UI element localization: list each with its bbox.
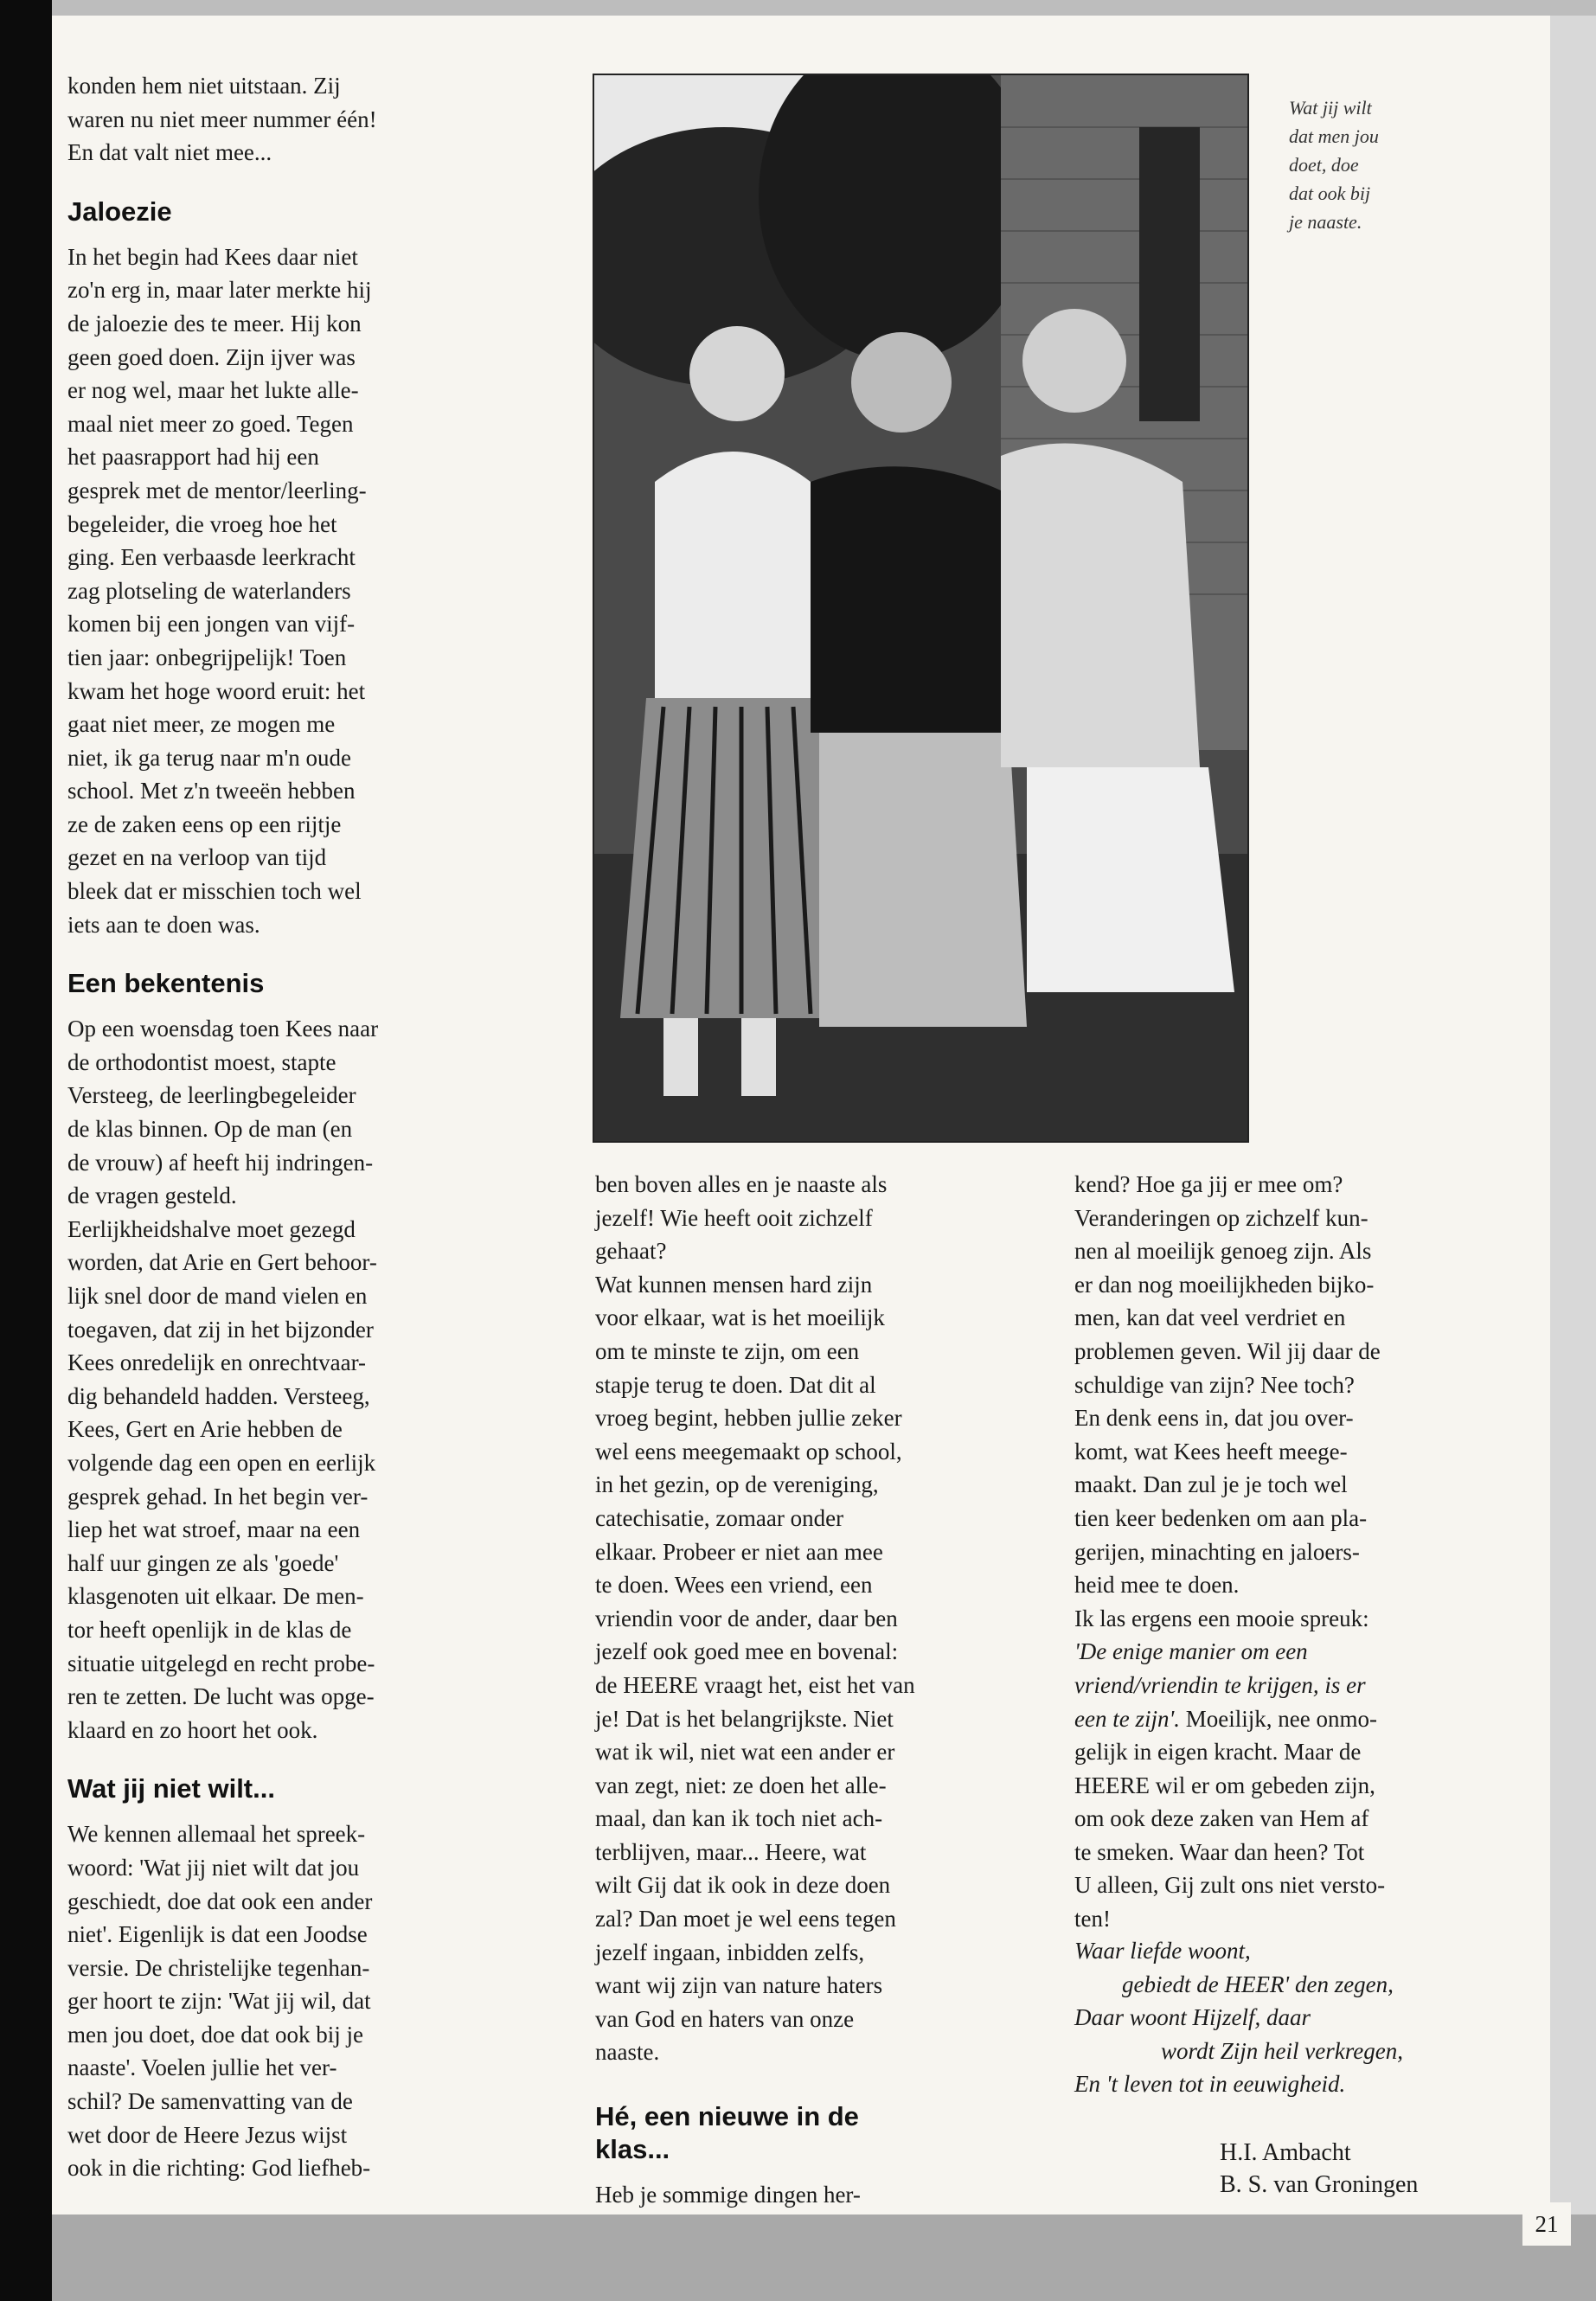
author-2: B. S. van Groningen (1220, 2171, 1419, 2198)
page-number: 21 (1522, 2202, 1571, 2246)
paragraph-jaloezie: In het begin had Kees daar niet zo'n erg in, maar later merkte hij de jaloezie des te meer. Hij kon geen goed doen. Zijn ijver was er nog wel, maar het lukte alle- maal niet meer zo goed. Tegen het paasrapport had hij een gesprek met de mentor/leerling- begeleider, die vroeg hoe het ging. Een verbaasde leerkracht zag plotseling de waterlanders komen bij een jongen van vijf- tien jaar: onbegrijpelijk! Toen kwam het hoge woord eruit: het gaat niet meer, ze mogen me niet, ik ga terug naar m'n oude school. Met z'n tweeën hebben ze de zaken eens op een rijtje gezet en na verloop van tijd bleek dat er misschien toch wel iets aan te doen was. (67, 243, 372, 938)
photo-three-girls (593, 74, 1249, 1143)
poem-line-5: En 't leven tot in eeuwigheid. (1074, 2071, 1346, 2097)
poem-line-3: Daar woont Hijzelf, daar (1074, 2004, 1311, 2030)
poem-line-1: Waar liefde woont, (1074, 1938, 1251, 1964)
photo-caption: Wat jij wilt dat men jou doet, doe dat ook bij je naaste. (1289, 97, 1379, 233)
heading-bekentenis: Een bekentenis (67, 968, 265, 999)
scan-right-edge (1550, 16, 1596, 2214)
poem (1074, 1934, 1507, 2101)
quote-spreuk: 'De enige manier om een vriend/vriendin te krijgen, is er een te zijn'. (1074, 1638, 1366, 1732)
paragraph-bekentenis: Op een woensdag toen Kees naar de orthodontist moest, stapte Versteeg, de leerlingbegeleider de klas binnen. Op de man (en de vrouw) af heeft hij indringen- de vragen gesteld. Eerlijkheidshalve moet gezegd worden, dat Arie en Gert behoor- lijk snel door de mand vielen en toegaven, dat zij in het bijzonder Kees onredelijk en onrechtvaar- dig behandeld hadden. Versteeg, Kees, Gert en Arie hebben de volgende dag een open en eerlijk gesprek gehad. In het begin ver- liep het wat stroef, maar na een half uur gingen ze als 'goede' klasgenoten uit elkaar. De men- tor heeft openlijk in de klas de situatie uitgelegd en recht probe- ren te zetten. De lucht was opge- klaard en zo hoort het ook. (67, 1016, 379, 1743)
paragraph-column-3: kend? Hoe ga jij er mee om? Veranderingen op zichzelf kun- nen al moeilijk genoeg zijn. Als er dan nog moeilijkheden bijko- men, kan dat veel verdriet en problemen geven. Wil jij daar de schuldige van zijn? Nee toch? En denk eens in, dat jou over- komt, wat Kees heeft meege- maakt. Dan zul je je toch wel tien keer bedenken om aan pla- gerijen, minachting en jaloers- heid mee te doen. Ik las ergens een mooie spreuk: (1074, 1171, 1381, 1631)
heading-wat-jij-niet-wilt: Wat jij niet wilt... (67, 1773, 275, 1804)
heading-jaloezie: Jaloezie (67, 195, 172, 227)
paragraph-column-2: ben boven alles en je naaste als jezelf! Wie heeft ooit zichzelf gehaat? Wat kunnen mensen hard zijn voor elkaar, wat is het moeilijk om te minste te zijn, om een stapje terug te doen. Dat dit al vroeg begint, hebben jullie zeker wel eens meegemaakt op school, in het gezin, op de vereniging, catechisatie, zomaar onder elkaar. Probeer er niet aan mee te doen. Wees een vriend, een vriendin voor de ander, daar ben jezelf ook goed mee en bovenal: de HEERE vraagt het, eist het van je! Dat is het belangrijkste. Niet wat ik wil, niet wat een ander er van zegt, niet: ze doen het alle- maal, dan kan ik toch niet ach- terblijven, maar... Heere, wat wilt Gij dat ik ook in deze doen zal? Dan moet je wel eens tegen jezelf ingaan, inbidden zelfs, want wij zijn van nature haters van God en haters van onze naaste. (595, 1171, 915, 2066)
paragraph-wat-jij-niet-wilt: We kennen allemaal het spreek- woord: 'Wat jij niet wilt dat jou geschiedt, doe dat ook een ander niet'. Eigenlijk is dat een Joodse versie. De christelijke tegenhan- ger hoort te zijn: 'Wat jij wil, dat men jou doet, doe dat ook bij je naaste'. Voelen jullie het ver- schil? De samenvatting van de wet door de Heere Jezus wijst ook in die richting: God liefheb- (67, 1821, 373, 2182)
poem-line-2: gebiedt de HEER' den zegen, (1122, 1971, 1394, 1997)
authors (1220, 2137, 1418, 2201)
poem-line-4: wordt Zijn heil verkregen, (1161, 2037, 1403, 2064)
photo-illustration (594, 75, 1247, 1141)
paragraph-column-2-end: Heb je sommige dingen her- (595, 2182, 861, 2208)
column-3 (1074, 1168, 1498, 1936)
author-1: H.I. Ambacht (1220, 2139, 1351, 2166)
scan-left-edge (0, 0, 52, 2301)
intro-paragraph: konden hem niet uitstaan. Zij waren nu niet meer nummer één! En dat valt niet mee... (67, 73, 377, 166)
column-1 (67, 69, 548, 2185)
column-3-continuation (1074, 1635, 1498, 1935)
paragraph-column-3-end: Moeilijk, nee onmo- gelijk in eigen kracht. Maar de HEERE wil er om gebeden zijn, om ook deze zaken van Hem af te smeken. Waar dan heen? Tot U alleen, Gij zult ons niet versto- ten! (1074, 1705, 1386, 1932)
scan-bottom-edge (52, 2214, 1596, 2301)
scan-top-edge (52, 0, 1596, 16)
heading-nieuwe-in-de-klas: Hé, een nieuwe in de klas... (595, 2101, 859, 2165)
column-2 (595, 1168, 1010, 2212)
